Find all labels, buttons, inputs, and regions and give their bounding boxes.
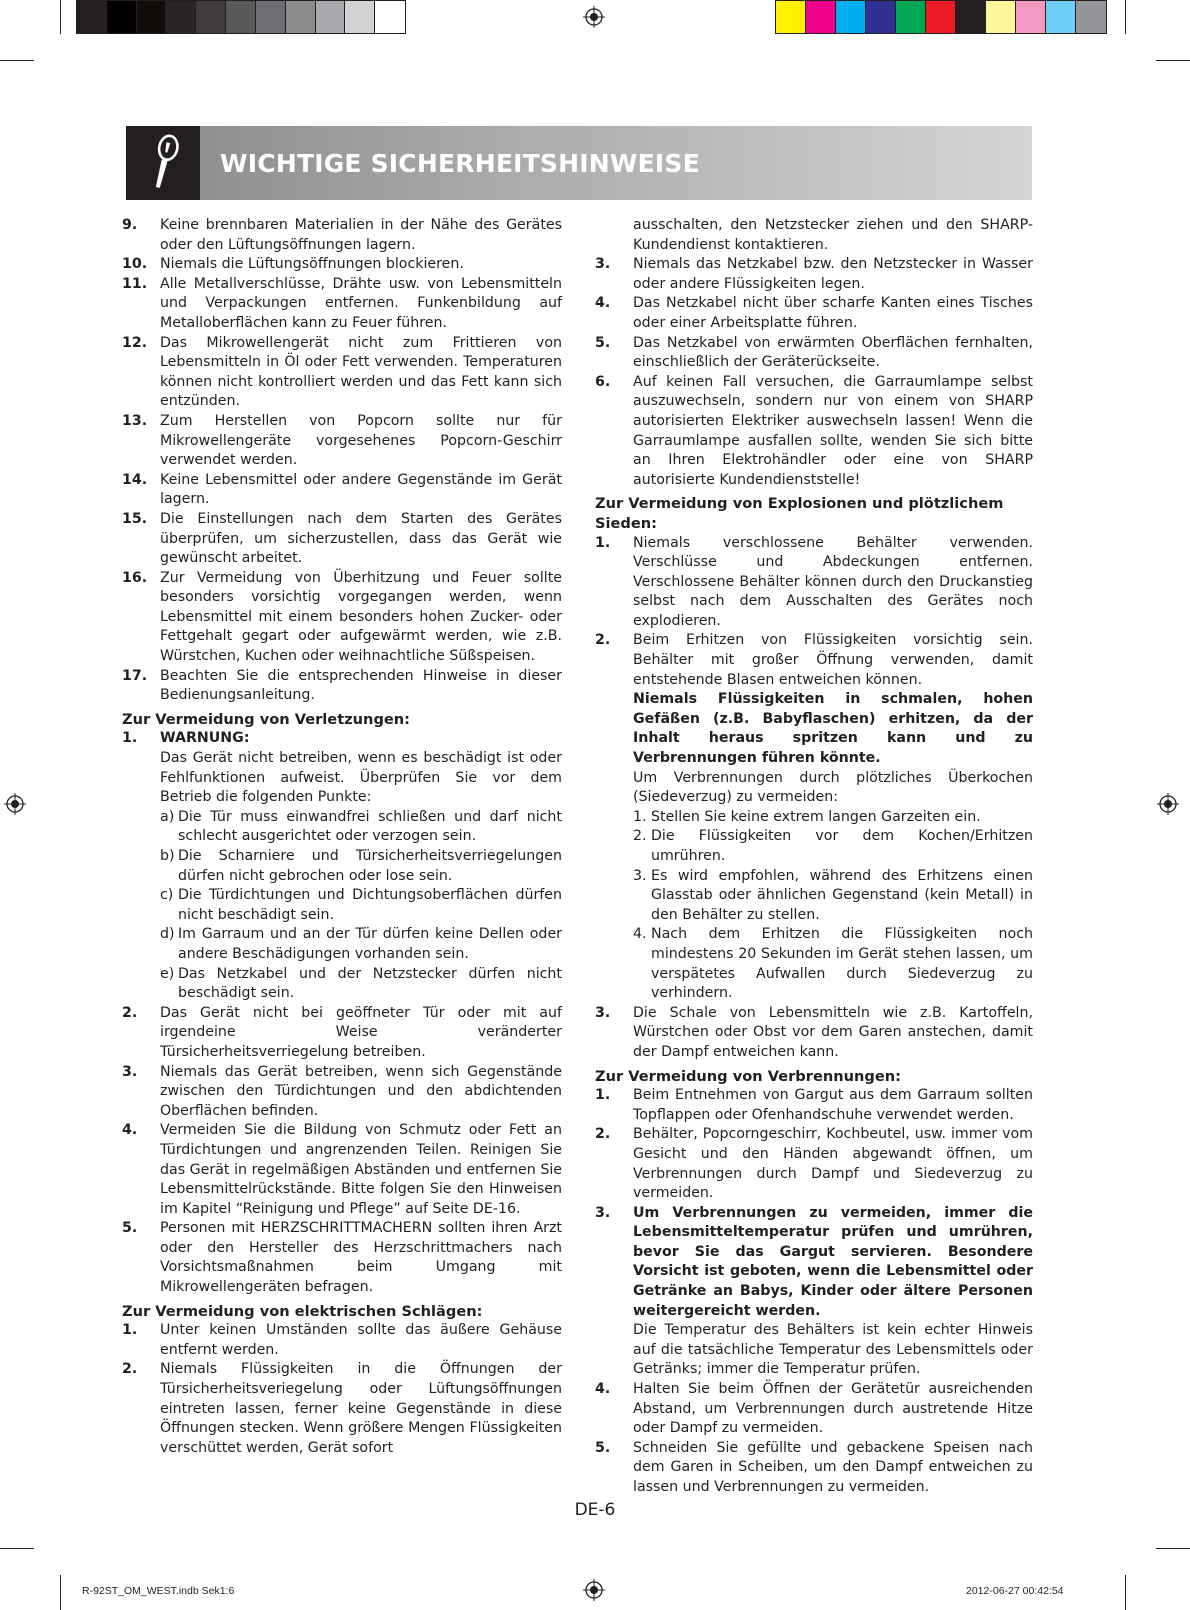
list-item [122, 667, 562, 706]
item-number: 1. [595, 534, 611, 551]
registration-mark-icon [583, 6, 605, 28]
color-swatch [226, 1, 256, 33]
sub-list-item [633, 925, 1033, 1003]
sub-list-item [160, 965, 562, 1004]
sub-list-item [633, 808, 1033, 828]
color-swatch [806, 1, 836, 33]
item-text: Auf keinen Fall versuchen, die Garraumlampe selbst auszuwechseln, sondern nur von einem von SHARP autorisierten Elektriker auswechseln lassen! Wenn die Garraumlampe ausfallen sollte, wenden Sie sich bitte an Ihren Elektrohändler oder eine von SHARP autorisierte Kundendienststelle! [633, 373, 1033, 488]
sub-list-item [160, 847, 562, 886]
item-number: 3. [595, 1004, 611, 1021]
section-header [126, 126, 1032, 200]
item-text: Unter keinen Umständen sollte das äußere Gehäuse entfernt werden. [160, 1322, 562, 1358]
list-item [122, 1121, 562, 1219]
item-number: 3. [122, 1063, 138, 1080]
item-text: Vermeiden Sie die Bildung von Schmutz oder Fett an Türdichtungen und angrenzenden Teilen. Reinigen Sie das Gerät in regelmäßigen Abständen und entfernen Sie Lebensmittelrückstände. Bitte folgen Sie den Hinweisen im Kapitel “Reinigung und Pflege” auf Seite DE-16. [160, 1122, 562, 1217]
item-text: Alle Metallverschlüsse, Drähte usw. von Lebensmitteln und Verpackungen entfernen. Funkenbildung auf Metalloberflächen kann zu Feuer führen. [160, 275, 562, 331]
registration-mark-icon [1157, 793, 1179, 815]
sub-item-text: Im Garraum und an der Tür dürfen keine Dellen oder andere Beschädigungen vorhanden sein. [178, 926, 562, 962]
list-item [595, 1380, 1033, 1439]
item-text: ausschalten, den Netzstecker ziehen und den SHARP-Kundendienst kontaktieren. [633, 217, 1033, 253]
item-number: 2. [122, 1004, 138, 1021]
color-swatch [196, 1, 226, 33]
color-swatch [776, 1, 806, 33]
footer-file-info: R-92ST_OM_WEST.indb Sek1:6 [82, 1585, 235, 1597]
sub-item-label: 2. [633, 828, 647, 845]
sub-list-item [633, 827, 1033, 866]
crop-mark [1125, 0, 1126, 34]
color-swatch [1046, 1, 1076, 33]
exclamation-icon [126, 126, 200, 200]
list-item [122, 1063, 562, 1122]
section-heading-burns: Zur Vermeidung von Verbrennungen: [595, 1067, 901, 1085]
list-item [595, 631, 1033, 1003]
item-text: Keine Lebensmittel oder andere Gegenstände im Gerät lagern. [160, 471, 562, 508]
list-item [595, 294, 1033, 333]
item-number: 2. [595, 1126, 611, 1143]
color-swatch [1016, 1, 1046, 33]
item-number: 3. [595, 256, 611, 273]
sub-item-text: Stellen Sie keine extrem langen Garzeiten ein. [651, 808, 981, 825]
registration-mark-icon [4, 793, 26, 815]
color-swatch [107, 1, 137, 33]
list-item [595, 534, 1033, 632]
list-item [595, 1086, 1033, 1125]
item-number: 1. [595, 1087, 611, 1104]
color-swatch [375, 1, 405, 33]
header-title-bar [200, 126, 1032, 200]
item-number: 9. [122, 217, 138, 233]
crop-mark [0, 1548, 34, 1549]
item-text: Das Mikrowellengerät nicht zum Frittieren von Lebensmitteln in Öl oder Fett verwenden. Temperaturen können nicht kontrolliert werden und das Fett kann sich entzünden. [160, 334, 562, 410]
page-number: DE-6 [574, 1500, 616, 1520]
sub-item-text: Nach dem Erhitzen die Flüssigkeiten noch mindestens 20 Sekunden im Gerät stehen lassen, um verspätetes Aufwallen durch Siedeverzug zu verhindern. [651, 926, 1033, 1002]
color-swatch [956, 1, 986, 33]
sub-item-label: 3. [633, 867, 647, 884]
list-item [122, 216, 562, 255]
sub-list-item [160, 808, 562, 847]
sub-item-label: b) [160, 848, 175, 864]
item-number: 10. [122, 256, 148, 273]
sub-item-text: Das Netzkabel und der Netzstecker dürfen nicht beschädigt sein. [178, 965, 562, 1002]
item-number: 2. [122, 1361, 138, 1378]
list-item [122, 1321, 562, 1360]
item-number: 5. [122, 1220, 138, 1237]
item-text: Das Gerät nicht bei geöffneter Tür oder mit auf irgendeine Weise veränderter Türsicherheitsverriegelung betreiben. [160, 1004, 562, 1060]
item-number: 13. [122, 412, 148, 429]
list-item [595, 1439, 1033, 1498]
item-number: 4. [595, 1381, 611, 1398]
crop-mark [60, 0, 61, 34]
item-number: 17. [122, 667, 148, 684]
item-text: Schneiden Sie gefüllte und gebackene Speisen nach dem Garen in Scheiben, um den Dampf entweichen zu lassen und Verbrennungen zu vermeiden. [633, 1439, 1033, 1495]
sub-list-item [160, 886, 562, 925]
item-text: Niemals das Netzkabel bzw. den Netzstecker in Wasser oder andere Flüssigkeiten legen. [633, 256, 1033, 292]
section-heading-injury: Zur Vermeidung von Verletzungen: [122, 710, 411, 728]
color-swatch [1076, 1, 1106, 33]
list-item [122, 1360, 562, 1458]
color-swatch [986, 1, 1016, 33]
list-item [595, 1204, 1033, 1380]
sub-item-label: c) [160, 887, 174, 904]
sub-list-item [633, 867, 1033, 926]
color-swatch [77, 1, 107, 33]
item-text: Personen mit HERZSCHRITTMACHERN sollten ihren Arzt oder den Hersteller des Herzschrittmachers nach Vorsichtsmaßnahmen beim Umgang mit Mikrowellengeräten befragen. [160, 1220, 562, 1296]
sub-item-label: e) [160, 965, 175, 982]
item-text: Niemals verschlossene Behälter verwenden. Verschlüsse und Abdeckungen entfernen. Verschlossene Behälter können durch den Druckanstieg selbst nach dem Ausschalten des Gerätes noch explodieren. [633, 534, 1033, 629]
list-item [595, 1125, 1033, 1203]
item-number: 5. [595, 334, 611, 351]
list-item [595, 216, 1033, 255]
item-number: 6. [595, 373, 611, 390]
section-heading-explosion: Zur Vermeidung von Explosionen und plötzlichem Sieden: [595, 495, 1004, 532]
item-text: Behälter, Popcorngeschirr, Kochbeutel, usw. immer vom Gesicht und den Händen abgewandt öffnen, um Verbrennungen durch Dampf und Siedeverzug zu vermeiden. [633, 1126, 1033, 1202]
item-text: Halten Sie beim Öffnen der Gerätetür ausreichenden Abstand, um Verbrennungen durch austretende Hitze oder Dampf zu vermeiden. [633, 1381, 1033, 1437]
color-swatch [926, 1, 956, 33]
sub-item-label: 1. [633, 808, 647, 825]
item-text: Um Verbrennungen durch plötzliches Überkochen (Siedeverzug) zu vermeiden: [633, 769, 1033, 806]
warning-label: WARNUNG: [160, 730, 250, 747]
grayscale-calibration-bar [76, 0, 406, 34]
item-text: Keine brennbaren Materialien in der Nähe des Gerätes oder den Lüftungsöffnungen lagern. [160, 217, 562, 253]
item-number: 15. [122, 510, 148, 527]
item-text: Zur Vermeidung von Überhitzung und Feuer sollte besonders vorsichtig vorgegangen werden, wenn Lebensmittel mit einem besonders hohen Zucker- oder Fettgehalt gegart oder aufgewärmt werden, wie z.B. Würstchen, Kuchen oder weihnachtliche Süßspeisen. [160, 569, 562, 665]
item-text: Die Temperatur des Behälters ist kein echter Hinweis auf die tatsächliche Temperatur des Lebensmittels oder Getränks; immer die Temperatur prüfen. [633, 1322, 1033, 1378]
item-text: Beim Entnehmen von Gargut aus dem Garraum sollten Topflappen oder Ofenhandschuhe verwendet werden. [633, 1087, 1033, 1123]
registration-mark-icon [583, 1579, 605, 1601]
sub-list-item [160, 925, 562, 964]
color-swatch [345, 1, 375, 33]
item-text: Das Netzkabel von erwärmten Oberflächen fernhalten, einschließlich der Geräterückseite. [633, 334, 1033, 371]
sub-item-text: Die Türdichtungen und Dichtungsoberflächen dürfen nicht beschädigt sein. [178, 887, 562, 923]
item-number: 16. [122, 569, 148, 586]
color-swatch [286, 1, 316, 33]
item-number: 4. [122, 1122, 138, 1139]
sub-item-text: Die Tür muss einwandfrei schließen und darf nicht schlecht ausgerichtet oder verzogen sein. [178, 808, 562, 845]
color-calibration-bar [775, 0, 1107, 34]
list-item [122, 412, 562, 471]
color-swatch [316, 1, 346, 33]
sub-item-label: d) [160, 926, 175, 943]
crop-mark [1125, 1575, 1126, 1610]
item-text: Niemals die Lüftungsöffnungen blockieren. [160, 256, 464, 273]
color-swatch [866, 1, 896, 33]
list-item [122, 729, 562, 1003]
item-text: Niemals das Gerät betreiben, wenn sich Gegenstände zwischen den Türdichtungen und den abdichtenden Oberflächen befinden. [160, 1063, 562, 1119]
list-item [122, 255, 562, 275]
item-text: Niemals Flüssigkeiten in die Öffnungen der Türsicherheitsveriegelung oder Lüftungsöffnungen eintreten lassen, ferner keine Gegenstände in diese Öffnungen stecken. Wenn größere Mengen Flüssigkeiten verschüttet werden, Gerät sofort [160, 1361, 562, 1456]
item-number: 4. [595, 295, 611, 312]
item-number: 1. [122, 730, 138, 747]
right-column [595, 216, 1033, 1498]
list-item [122, 510, 562, 569]
item-number: 14. [122, 471, 148, 488]
item-text: Die Schale von Lebensmitteln wie z.B. Kartoffeln, Würstchen oder Obst vor dem Garen anstechen, damit der Dampf entweichen kann. [633, 1004, 1033, 1060]
left-column [122, 216, 562, 1458]
item-text: Das Netzkabel nicht über scharfe Kanten eines Tisches oder einer Arbeitsplatte führen. [633, 295, 1033, 331]
item-text-bold: Um Verbrennungen zu vermeiden, immer die Lebensmitteltemperatur prüfen und umrühren, bevor Sie das Gargut servieren. Besondere Vorsicht ist geboten, wenn die Lebensmittel oder Getränke an Babys, Kinder oder ältere Personen weitergereicht werden. [633, 1204, 1033, 1319]
footer-timestamp: 2012-06-27 00:42:54 [966, 1585, 1064, 1597]
crop-mark [1156, 60, 1190, 61]
color-swatch [836, 1, 866, 33]
crop-mark [60, 1575, 61, 1610]
sub-item-text: Es wird empfohlen, während des Erhitzens einen Glasstab oder ähnlichen Gegenstand (kein Metall) in den Behälter zu stellen. [651, 867, 1033, 923]
sub-item-label: 4. [633, 926, 647, 943]
item-text: Das Gerät nicht betreiben, wenn es beschädigt ist oder Fehlfunktionen aufweist. Überprüfen Sie vor dem Betrieb die folgenden Punkte: [160, 750, 562, 806]
crop-mark [1156, 1548, 1190, 1549]
list-item [595, 255, 1033, 294]
list-item [122, 471, 562, 510]
item-number: 2. [595, 632, 611, 649]
list-item [122, 1219, 562, 1297]
color-swatch [896, 1, 926, 33]
list-item [122, 334, 562, 412]
sub-item-text: Die Scharniere und Türsicherheitsverriegelungen dürfen nicht gebrochen oder lose sein. [178, 848, 562, 884]
list-item [122, 275, 562, 334]
item-number: 5. [595, 1439, 611, 1456]
item-number: 12. [122, 334, 148, 351]
item-text-bold: Niemals Flüssigkeiten in schmalen, hohen Gefäßen (z.B. Babyflaschen) erhitzen, da der Inhalt heraus spritzen kann und zu Verbrennungen führen könnte. [633, 691, 1033, 767]
item-text: Beachten Sie die entsprechenden Hinweise in dieser Bedienungsanleitung. [160, 667, 562, 704]
list-item [595, 334, 1033, 373]
sub-item-text: Die Flüssigkeiten vor dem Kochen/Erhitzen umrühren. [651, 828, 1033, 864]
item-number: 3. [595, 1204, 611, 1221]
item-number: 1. [122, 1322, 138, 1339]
list-item [122, 1004, 562, 1063]
sub-item-label: a) [160, 808, 175, 825]
list-item [595, 373, 1033, 491]
item-text: Die Einstellungen nach dem Starten des Gerätes überprüfen, um sicherzustellen, dass das Gerät wie gewünscht arbeitet. [160, 510, 562, 567]
color-swatch [137, 1, 167, 33]
section-heading-shock: Zur Vermeidung von elektrischen Schlägen: [122, 1302, 483, 1320]
list-item [122, 569, 562, 667]
page-title: WICHTIGE SICHERHEITSHINWEISE [220, 148, 700, 178]
item-number: 11. [122, 275, 148, 292]
crop-mark [0, 60, 34, 61]
color-swatch [256, 1, 286, 33]
item-text: Beim Erhitzen von Flüssigkeiten vorsichtig sein. Behälter mit großer Öffnung verwenden, damit entstehende Blasen entweichen können. [633, 632, 1033, 688]
item-text: Zum Herstellen von Popcorn sollte nur für Mikrowellengeräte vorgesehenes Popcorn-Geschirr verwendet werden. [160, 412, 562, 469]
color-swatch [166, 1, 196, 33]
list-item [595, 1004, 1033, 1063]
